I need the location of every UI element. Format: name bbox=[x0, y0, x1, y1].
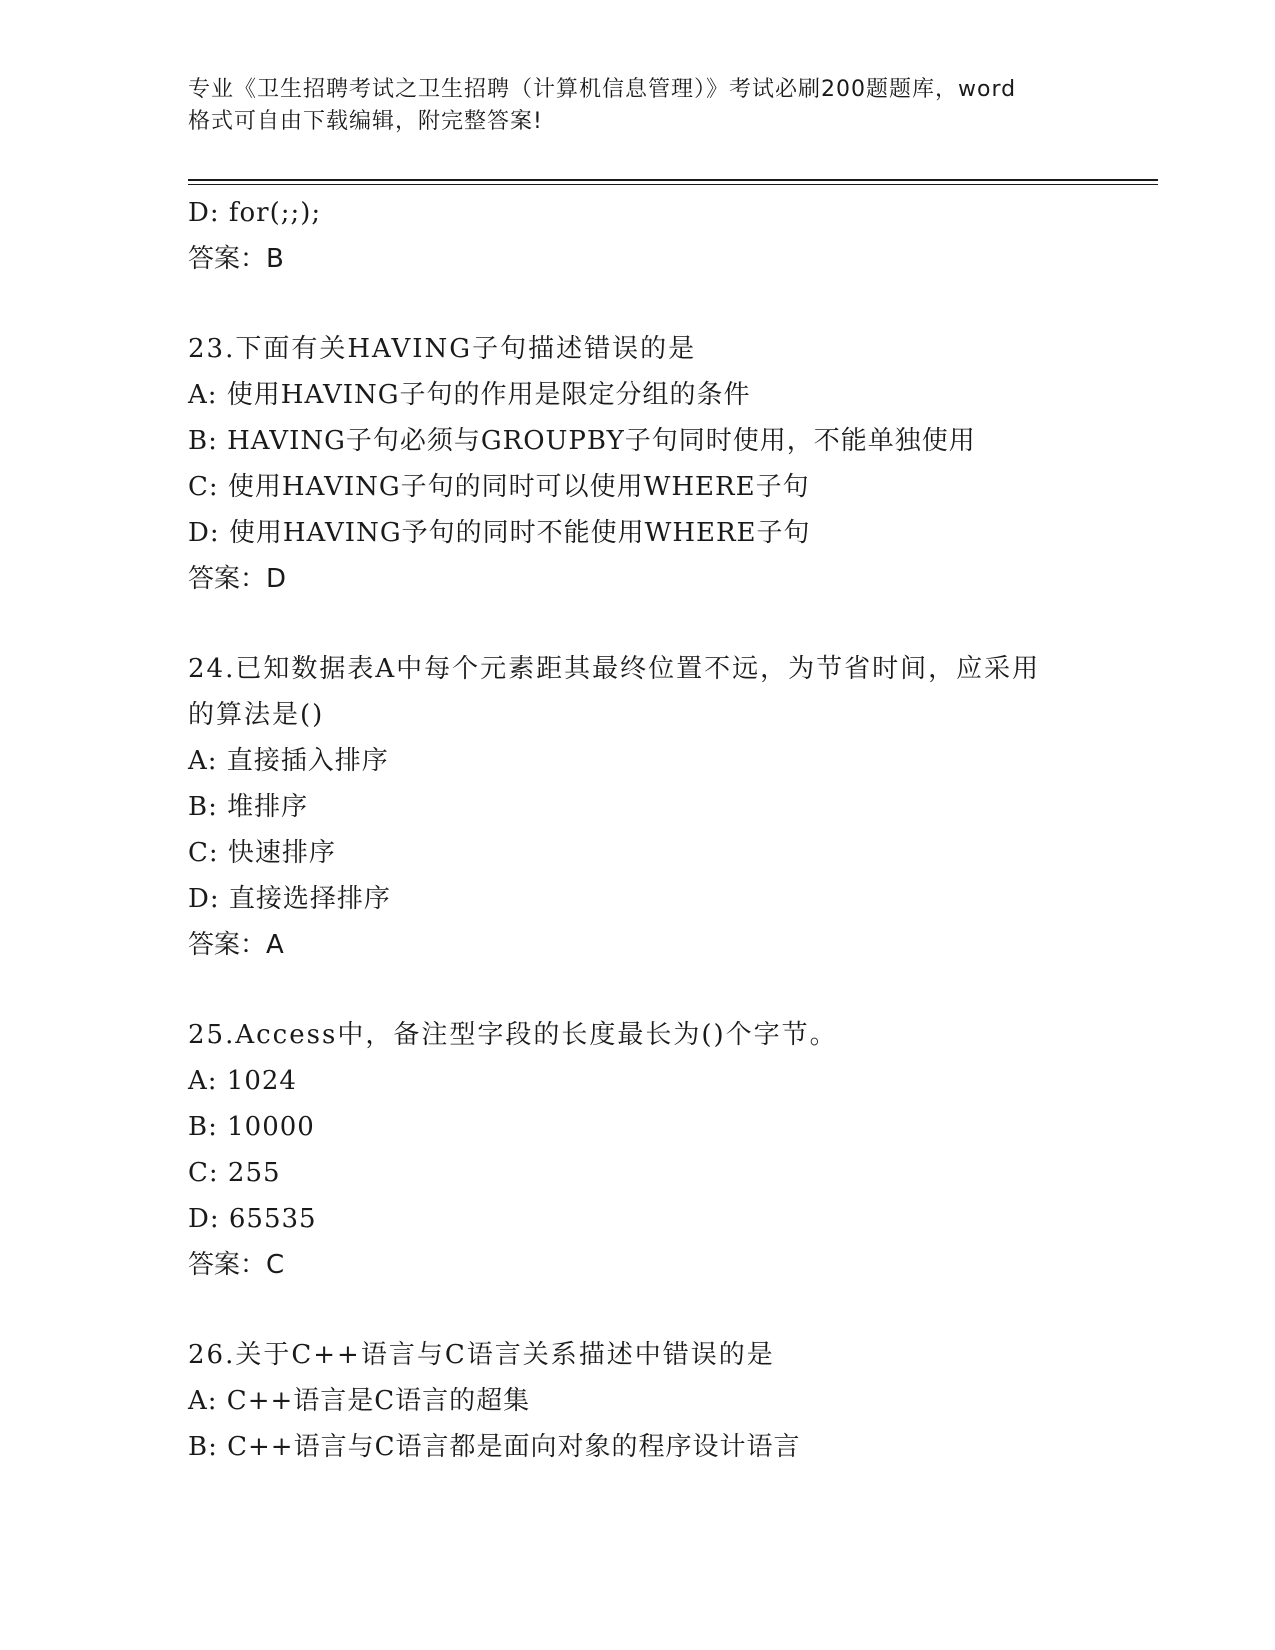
question-title-continued: 的算法是() bbox=[188, 700, 325, 730]
option-d: D: 直接选择排序 bbox=[188, 884, 391, 914]
answer: 答案：C bbox=[188, 1250, 285, 1280]
question-block bbox=[188, 1012, 1168, 1288]
question-title: 24.已知数据表A中每个元素距其最终位置不远，为节省时间，应采用 bbox=[188, 654, 1041, 684]
option-b: B: HAVING子句必须与GROUPBY子句同时使用，不能单独使用 bbox=[188, 426, 976, 456]
question-block bbox=[188, 1332, 1168, 1470]
prev-option-d: D: for(;;); bbox=[188, 198, 322, 228]
option-c: C: 快速排序 bbox=[188, 838, 336, 868]
spacer bbox=[188, 1288, 1168, 1332]
option-d: D: 65535 bbox=[188, 1204, 317, 1234]
answer: 答案：D bbox=[188, 564, 287, 594]
header-line-2: 格式可自由下载编辑，附完整答案! bbox=[188, 109, 543, 134]
option-a: A: 使用HAVING子句的作用是限定分组的条件 bbox=[188, 380, 751, 410]
document-body bbox=[188, 190, 1168, 1470]
spacer bbox=[188, 968, 1168, 1012]
option-a: A: C++语言是C语言的超集 bbox=[188, 1386, 531, 1416]
header-rule-thick bbox=[188, 179, 1158, 181]
question-title: 23.下面有关HAVING子句描述错误的是 bbox=[188, 334, 697, 364]
prev-answer: 答案：B bbox=[188, 244, 284, 274]
document-header bbox=[188, 74, 1108, 138]
header-line-1: 专业《卫生招聘考试之卫生招聘（计算机信息管理）》考试必刷200题题库，word bbox=[188, 77, 1017, 102]
answer: 答案：A bbox=[188, 930, 284, 960]
option-b: B: 10000 bbox=[188, 1112, 315, 1142]
option-a: A: 1024 bbox=[188, 1066, 297, 1096]
option-a: A: 直接插入排序 bbox=[188, 746, 389, 776]
header-rule-thin bbox=[188, 184, 1158, 185]
question-title: 25.Access中，备注型字段的长度最长为()个字节。 bbox=[188, 1020, 838, 1050]
spacer bbox=[188, 282, 1168, 326]
option-b: B: 堆排序 bbox=[188, 792, 309, 822]
spacer bbox=[188, 602, 1168, 646]
question-title: 26.关于C++语言与C语言关系描述中错误的是 bbox=[188, 1340, 775, 1370]
option-b: B: C++语言与C语言都是面向对象的程序设计语言 bbox=[188, 1432, 801, 1462]
option-c: C: 255 bbox=[188, 1158, 281, 1188]
question-block bbox=[188, 646, 1168, 968]
question-block bbox=[188, 326, 1168, 602]
option-c: C: 使用HAVING子句的同时可以使用WHERE子句 bbox=[188, 472, 810, 502]
option-d: D: 使用HAVING予句的同时不能使用WHERE子句 bbox=[188, 518, 811, 548]
